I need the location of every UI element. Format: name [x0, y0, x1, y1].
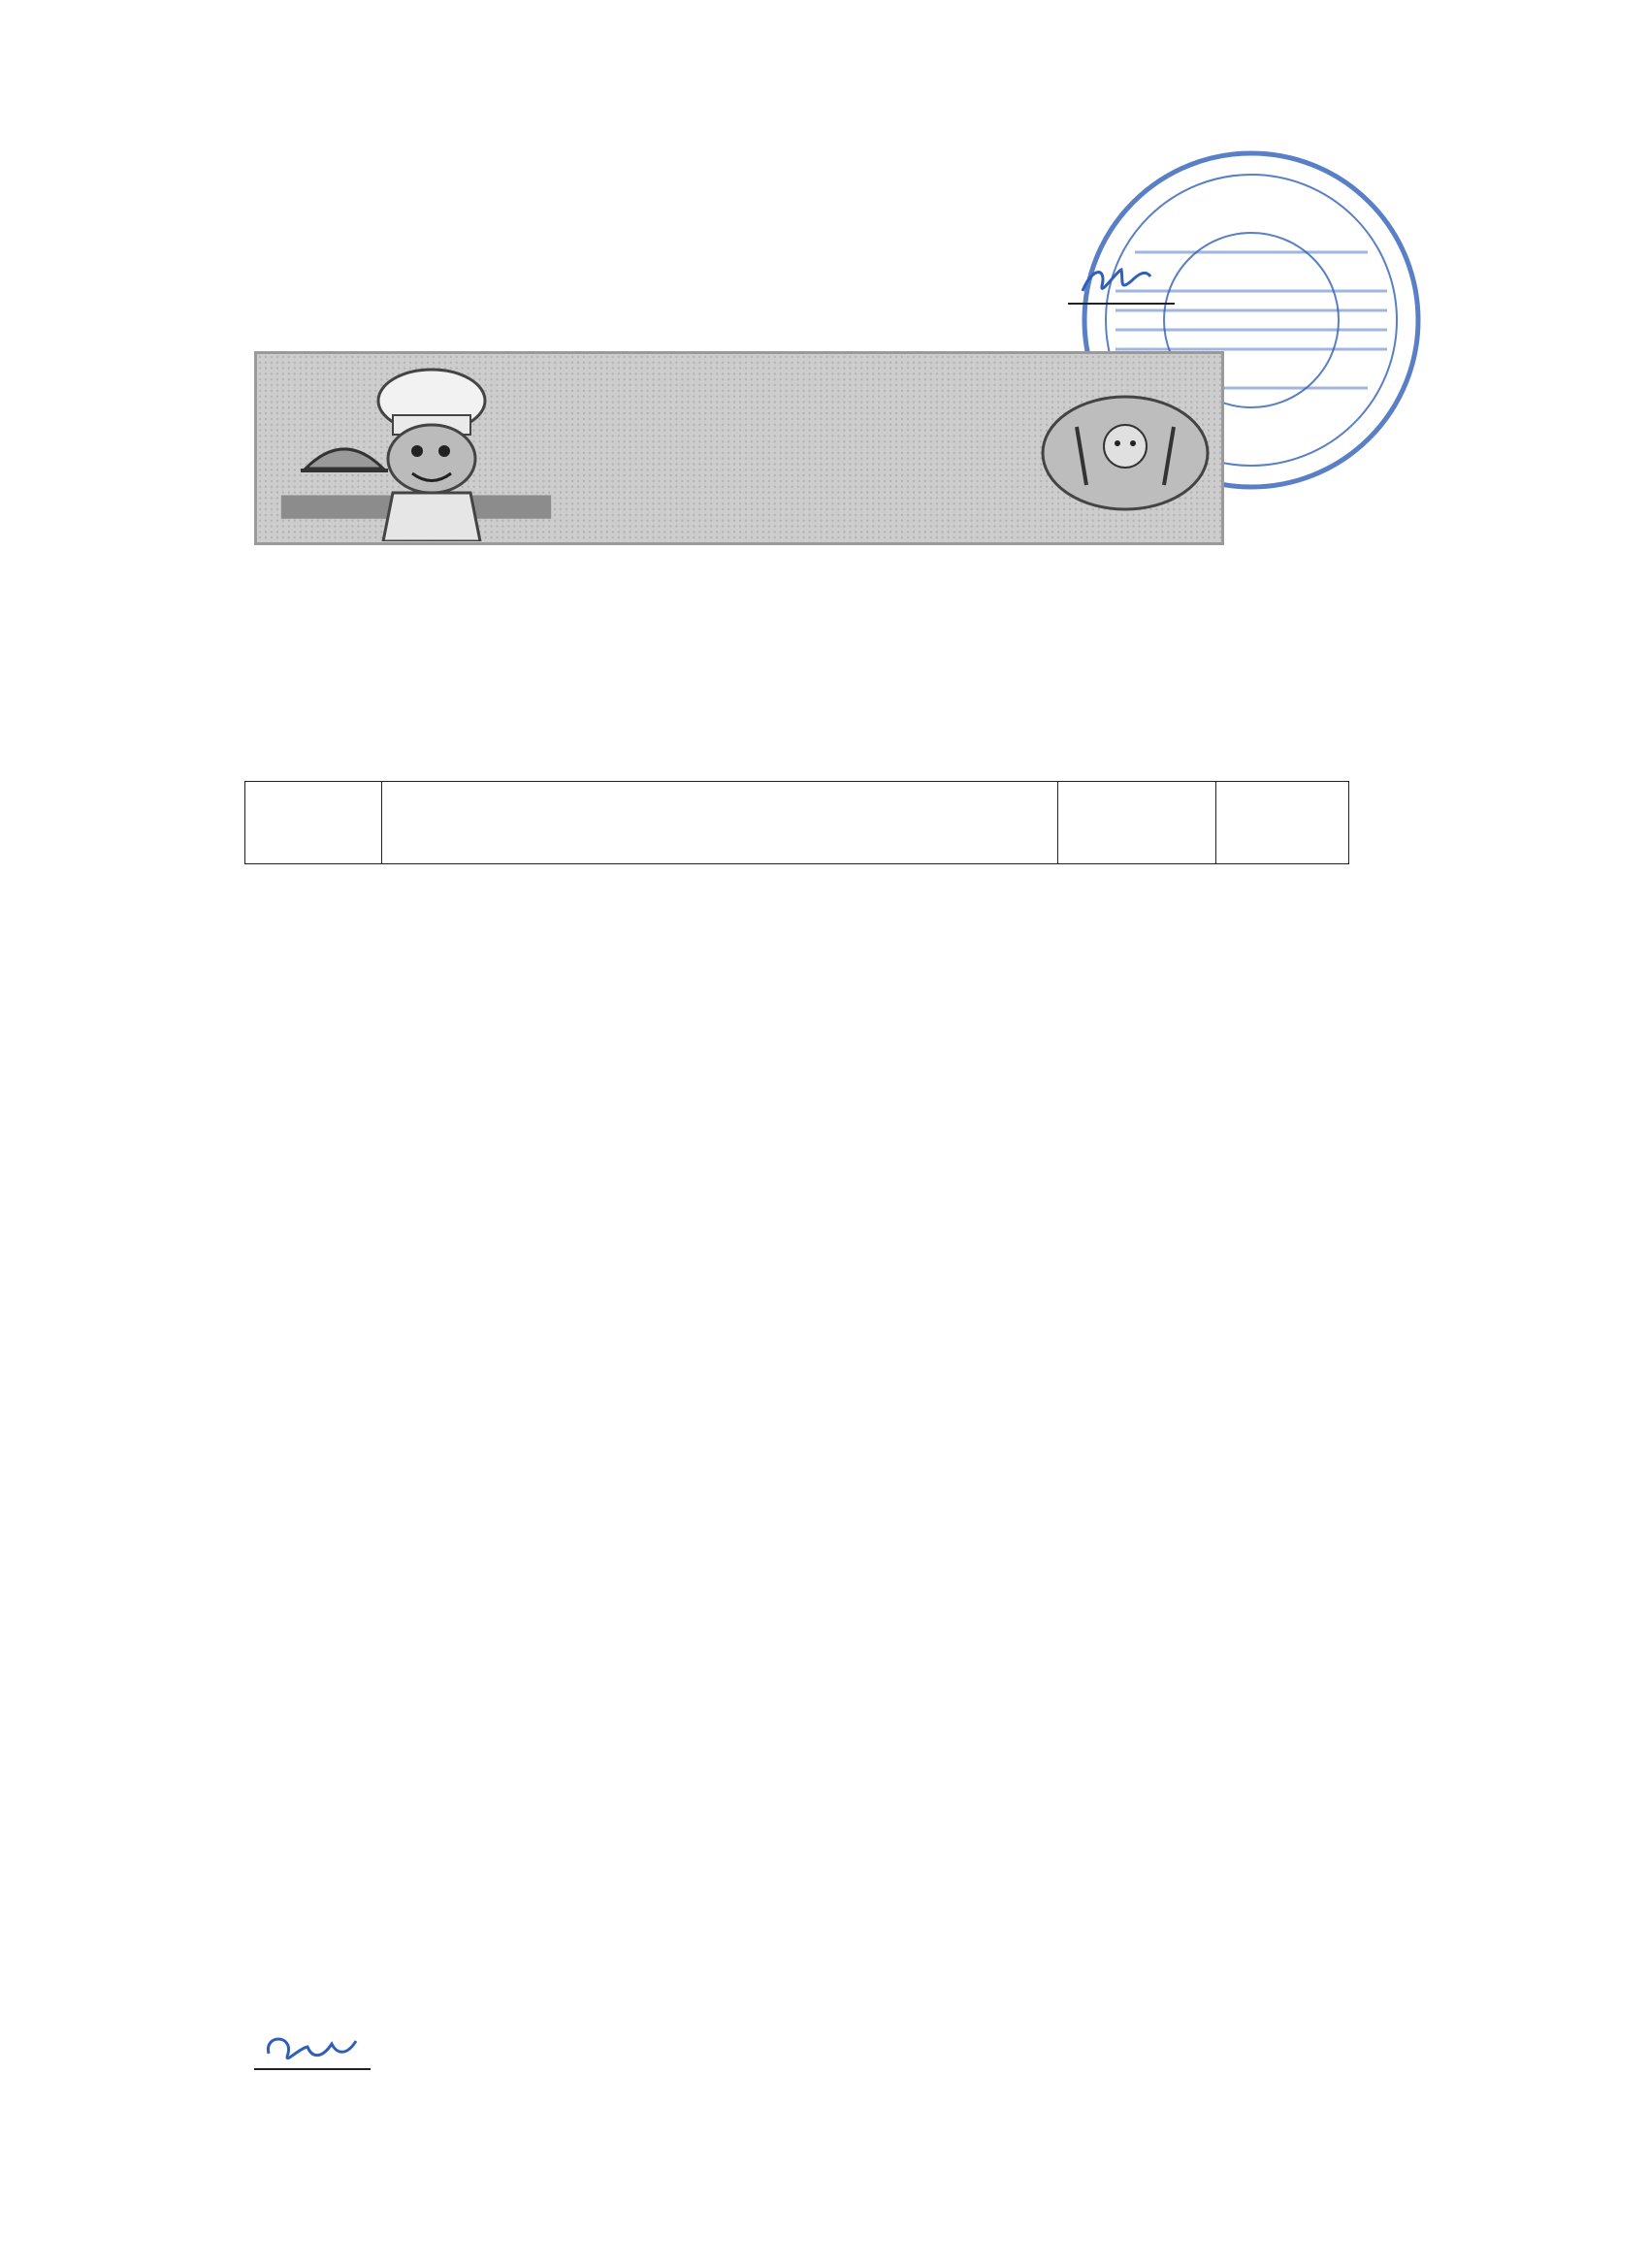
director-signature — [1068, 283, 1175, 305]
nurse-signature — [254, 2049, 371, 2070]
menu-table — [244, 781, 1349, 864]
header-recipe — [245, 782, 382, 864]
menu-banner — [254, 351, 1224, 545]
footer-signature — [250, 2049, 374, 2077]
kid-badge-illustration — [1038, 393, 1212, 514]
chef-illustration — [286, 362, 548, 541]
table-header-row — [245, 782, 1349, 864]
approval-line — [1062, 283, 1180, 311]
header-dish — [382, 782, 1058, 864]
header-output — [1058, 782, 1216, 864]
header-kcal — [1216, 782, 1349, 864]
